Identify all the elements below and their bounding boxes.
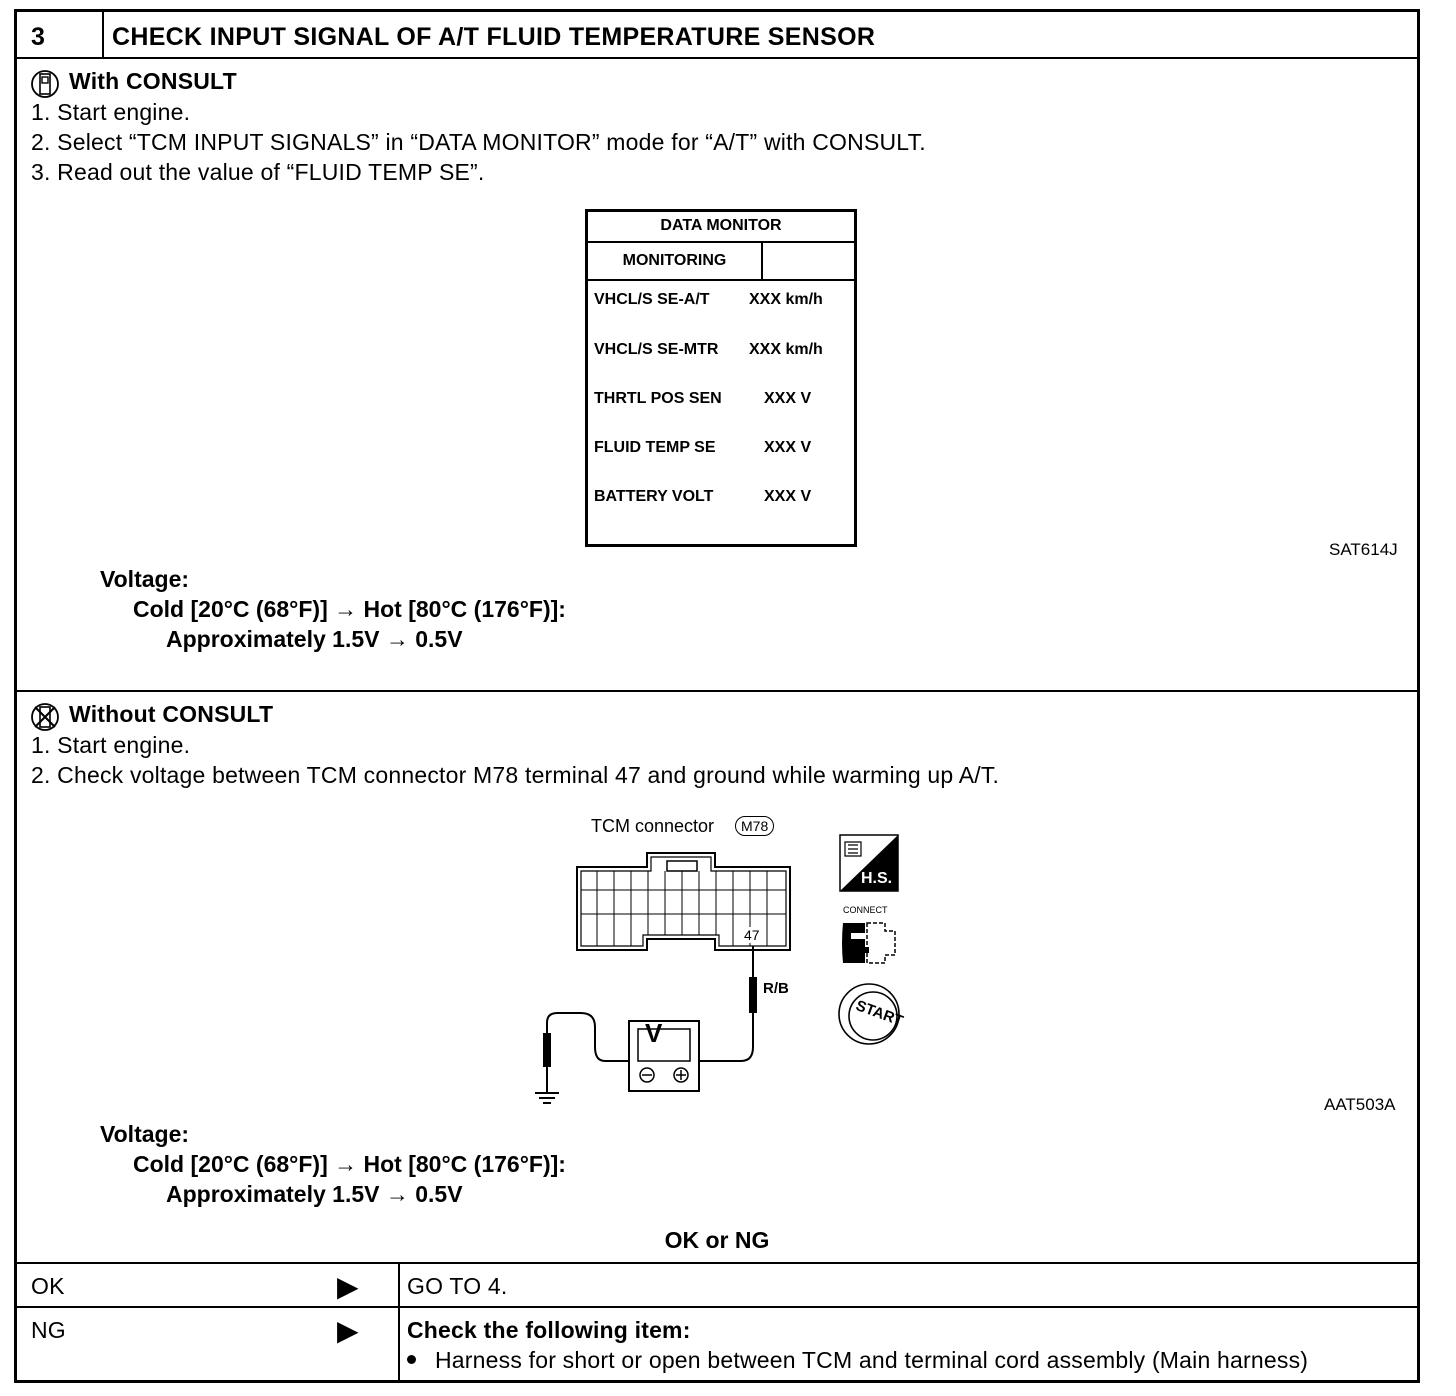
consult-icon: [30, 69, 60, 99]
connector-label: TCM connector: [591, 816, 715, 836]
ok-arrow-icon: ▶: [337, 1271, 359, 1302]
dm-row-value: XXX km/h: [749, 291, 823, 308]
dm-row-value: XXX V: [764, 390, 812, 407]
connect-label: CONNECT: [843, 905, 888, 915]
voltage-label: Voltage:: [100, 566, 190, 592]
dm-status-cell-divider: [761, 241, 763, 279]
step-number-divider: [102, 12, 104, 57]
terminal-number: 47: [744, 927, 760, 943]
bullet-icon: [407, 1355, 416, 1364]
figure-code: SAT614J: [1329, 540, 1398, 559]
ng-action-title: Check the following item:: [407, 1317, 691, 1343]
result-column-divider: [398, 1262, 400, 1383]
dm-row-label: FLUID TEMP SE: [594, 439, 716, 456]
ok-ng-divider: [17, 1306, 1417, 1308]
dm-title-divider: [588, 241, 854, 243]
hot-soak-badge: H.S.: [861, 870, 893, 887]
connector-id-badge: M78: [735, 816, 774, 836]
without-consult-title: Without CONSULT: [69, 701, 274, 727]
connect-icon: [839, 917, 899, 969]
voltage-label: Voltage:: [100, 1121, 190, 1147]
consult-step-3: 3. Read out the value of “FLUID TEMP SE”.: [31, 159, 485, 185]
ok-or-ng-question: OK or NG: [664, 1227, 770, 1253]
no-consult-step-2: 2. Check voltage between TCM connector M78 terminal 47 and ground while warming up A/T.: [31, 762, 1000, 788]
dm-row-value: XXX V: [764, 439, 812, 456]
section-divider: [17, 690, 1417, 692]
data-monitor-screen: [585, 209, 857, 547]
dm-row-label: VHCL/S SE-A/T: [594, 291, 710, 308]
start-label: START: [853, 997, 906, 1030]
ng-action-item: Harness for short or open between TCM and terminal cord assembly (Main harness): [435, 1347, 1309, 1373]
figure-code: AAT503A: [1324, 1095, 1396, 1114]
voltage-value: Approximately 1.5V → 0.5V: [166, 626, 463, 652]
dm-row-value: XXX km/h: [749, 341, 823, 358]
ok-action: GO TO 4.: [407, 1273, 508, 1299]
dm-row-label: THRTL POS SEN: [594, 390, 722, 407]
tcm-connector-diagram: [507, 847, 807, 1107]
ng-label: NG: [31, 1317, 66, 1343]
voltage-condition: Cold [20°C (68°F)] → Hot [80°C (176°F)]:: [133, 1151, 566, 1177]
dm-status-divider: [588, 279, 854, 281]
wire-color: R/B: [763, 980, 789, 997]
ng-arrow-icon: ▶: [337, 1315, 359, 1346]
dm-row-label: BATTERY VOLT: [594, 488, 714, 505]
dm-row-label: VHCL/S SE-MTR: [594, 341, 719, 358]
ok-label: OK: [31, 1273, 65, 1299]
header-divider: [17, 57, 1417, 59]
voltmeter-symbol: V: [645, 1018, 663, 1048]
step-number: 3: [31, 23, 46, 51]
dm-row-value: XXX V: [764, 488, 812, 505]
consult-step-1: 1. Start engine.: [31, 99, 191, 125]
procedure-frame: [14, 9, 1420, 1383]
no-consult-icon: [30, 702, 60, 732]
voltage-condition: Cold [20°C (68°F)] → Hot [80°C (176°F)]:: [133, 596, 566, 622]
with-consult-title: With CONSULT: [69, 68, 237, 94]
voltage-value: Approximately 1.5V → 0.5V: [166, 1181, 463, 1207]
result-divider: [17, 1262, 1417, 1264]
no-consult-step-1: 1. Start engine.: [31, 732, 191, 758]
consult-step-2: 2. Select “TCM INPUT SIGNALS” in “DATA MONITOR” mode for “A/T” with CONSULT.: [31, 129, 926, 155]
step-title: CHECK INPUT SIGNAL OF A/T FLUID TEMPERATURE SENSOR: [112, 23, 876, 51]
dm-status: MONITORING: [622, 252, 727, 269]
dm-title: DATA MONITOR: [660, 217, 782, 234]
